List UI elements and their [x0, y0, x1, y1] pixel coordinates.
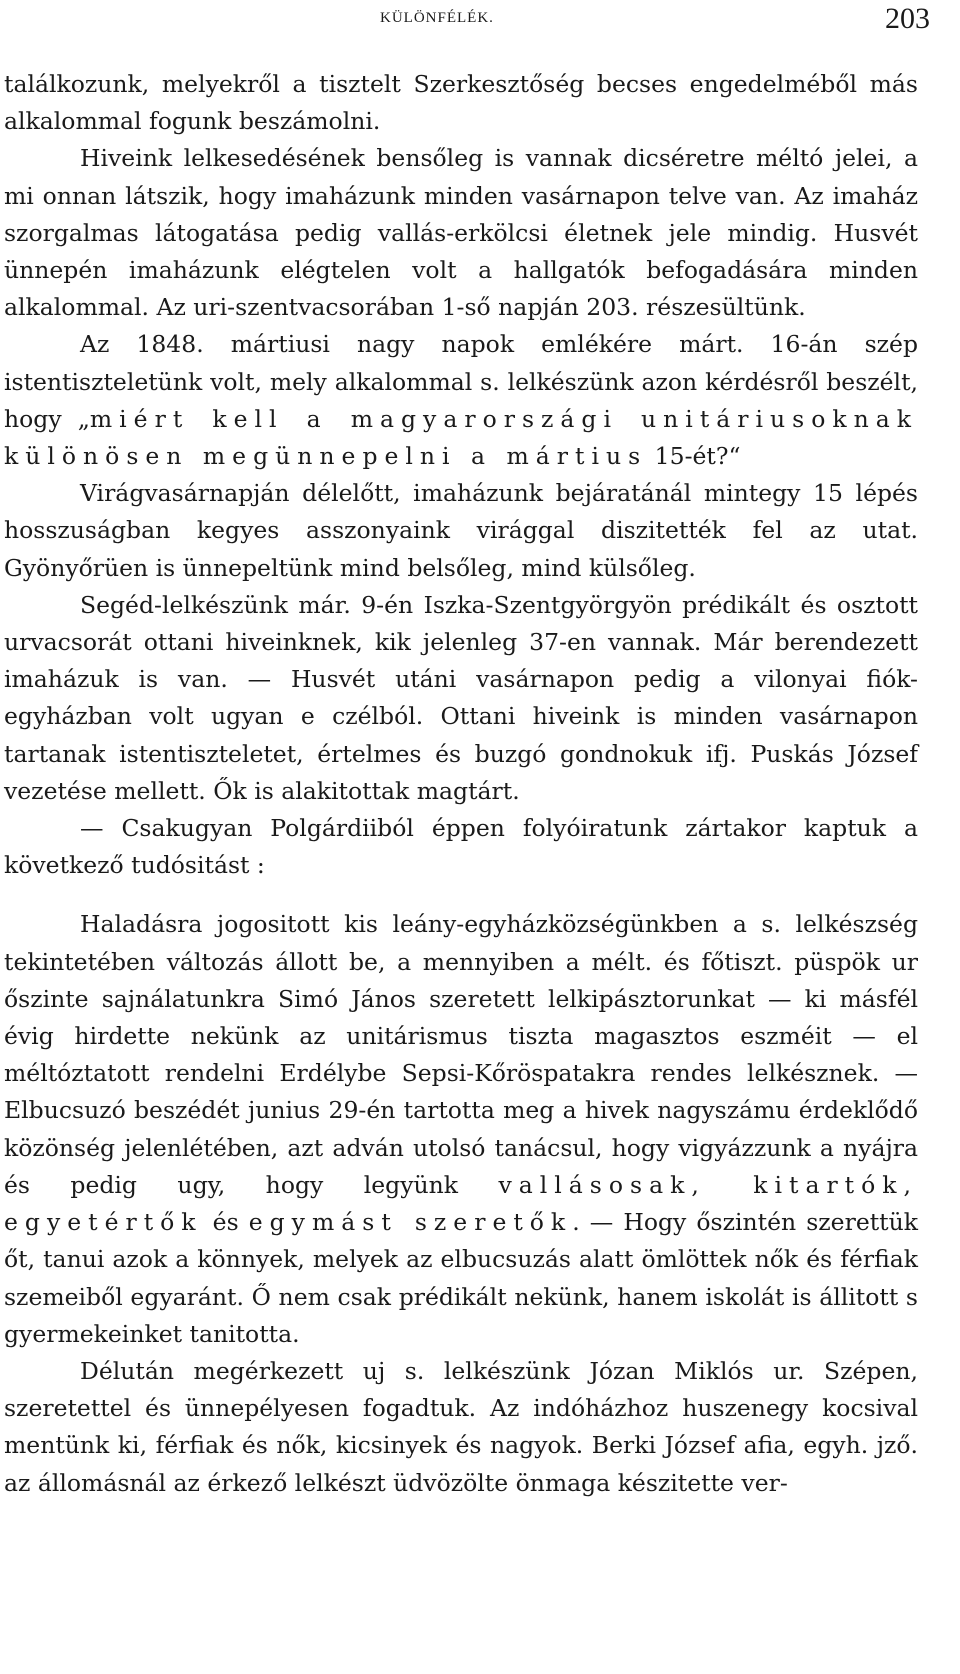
paragraph-6: — Csakugyan Polgárdiiból éppen folyóiratunk zártakor kaptuk a következő tudósitást : — [4, 814, 918, 880]
paragraph-7-spaced-a: vallásosak, kitartók, egyetértők — [4, 1170, 918, 1237]
paragraph-1: találkozunk, melyekről a tisztelt Szerkesztőség becses engedelméből más alkalommal fogunk beszámolni. — [4, 70, 918, 136]
running-head: KÜLÖNFÉLÉK. — [380, 10, 494, 26]
paragraph-5: Segéd-lelkészünk már. 9-én Iszka-Szentgyörgyön prédikált és osztott urvacsorát ottani hiveinknek, kik jelenleg 37-en vannak. Már berendezett imaházuk is van. — Husvét utáni vasárnapon pedig a vilonyai fiók-egyházban volt ugyan e czélból. Ottani hiveink is minden vasárnapon tartanak istentiszteletet, értelmes és buzgó gondnokuk ifj. Puskás József vezetése mellett. Ők is alakitottak magtárt. — [4, 590, 918, 805]
paragraph-7 — [4, 906, 918, 1352]
page-number: 203 — [885, 2, 930, 35]
paragraph-7-spaced-b: egymást szeretők — [248, 1208, 573, 1237]
paragraph-3-tail: 15-ét?“ — [647, 442, 741, 471]
paragraph-3-text: Az 1848. mártiusi nagy napok emlékére márt. 16-án szép istentiszteletünk volt, mely alkalommal s. lelkészünk azon kérdésről beszélt, hogy „ — [4, 330, 918, 433]
paragraph-7-tail: . — Hogy őszintén szerettük őt, tanui azok a könnyek, melyek az elbucsuzás alatt ömlöttek nők és férfiak szemeiből egyaránt. Ő nem csak prédikált nekünk, hanem iskolát is állitott s gyermekeinket tanitotta. — [4, 1208, 918, 1348]
body-text — [4, 66, 918, 1502]
paragraph-3-spaced-text: miért kell a magyarországi unitáriusoknak különösen megünnepelni a mártius — [4, 404, 918, 471]
paragraph-7-connector: és — [202, 1208, 249, 1237]
paragraph-4: Virágvasárnapján délelőtt, imaházunk bejáratánál mintegy 15 lépés hosszuságban kegyes asszonyaink virággal diszitették fel az utat. Gyönyőrüen is ünnepeltünk mind belsőleg, mind külsőleg. — [4, 479, 918, 582]
paragraph-8: Délután megérkezett uj s. lelkészünk Józan Miklós ur. Szépen, szeretettel és ünnepélyesen fogadtuk. Az indóházhoz huszenegy kocsival mentünk ki, férfiak és nők, kicsinyek és nagyok. Berki József afia, egyh. jző. az állomásnál az érkező lelkészt üdvözölte önmaga készitette ver- — [4, 1356, 918, 1497]
paragraph-3 — [4, 326, 918, 475]
page-header — [4, 0, 930, 48]
paragraph-2: Hiveink lelkesedésének bensőleg is vannak dicséretre méltó jelei, a mi onnan látszik, hogy imaházunk minden vasárnapon telve van. Az imaház szorgalmas látogatása pedig vallás-erkölcsi életnek jele mindig. Husvét ünnepén imaházunk elégtelen volt a hallgatók befogadására minden alkalommal. Az uri-szentvacsorában 1-ső napján 203. részesültünk. — [4, 144, 918, 322]
paragraph-7-text: Haladásra jogositott kis leány-egyházközségünkben a s. lelkészség tekintetében változás állott be, a mennyiben a mélt. és főtiszt. püspök ur őszinte sajnálatunkra Simó János szeretett lelkipásztorunkat — ki másfél évig hirdette nekünk az unitárismus tiszta magasztos eszméit — el méltóztatott rendelni Erdélybe Sepsi-Kőröspatakra rendes lelkésznek. — Elbucsuzó beszédét junius 29-én tartotta meg a hivek nagyszámu érdeklődő közönség jelenlétében, azt adván utolsó tanácsul, hogy vigyázzunk a nyájra és pedig ugy, hogy legyünk — [4, 910, 918, 1199]
